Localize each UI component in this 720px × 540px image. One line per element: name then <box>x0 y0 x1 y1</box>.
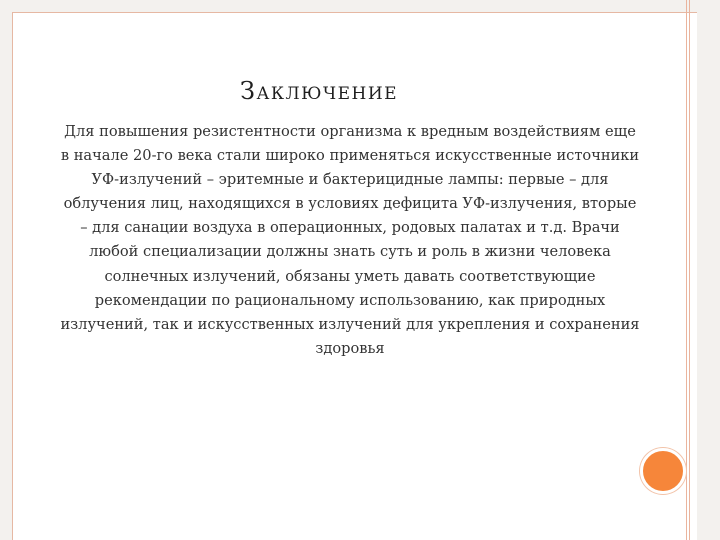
title-initial: З <box>240 77 257 105</box>
conclusion-paragraph: Для повышения резистентности организма к вредным воздействиям еще в начале 20-го века стали широко применяться искусственные источники УФ-излучений – эритемные и бактерицидные лампы: первые – для облучения лиц, находящихся в условиях дефицита УФ-излучения, вторые – для санации воздуха в операционных, родовых палатах и т.д. Врачи любой специализации должны знать суть и роль в жизни человека солнечных излучений, обязаны уметь давать соответствующие рекомендации по рациональному использованию, как природных излучений, так и искусственных излучений для укрепления и сохранения здоровья <box>60 123 640 357</box>
slide-title <box>240 77 398 105</box>
decorative-vertical-rule <box>686 0 690 540</box>
decorative-orange-circle <box>640 448 686 494</box>
title-rest: АКЛЮЧЕНИЕ <box>256 84 399 104</box>
